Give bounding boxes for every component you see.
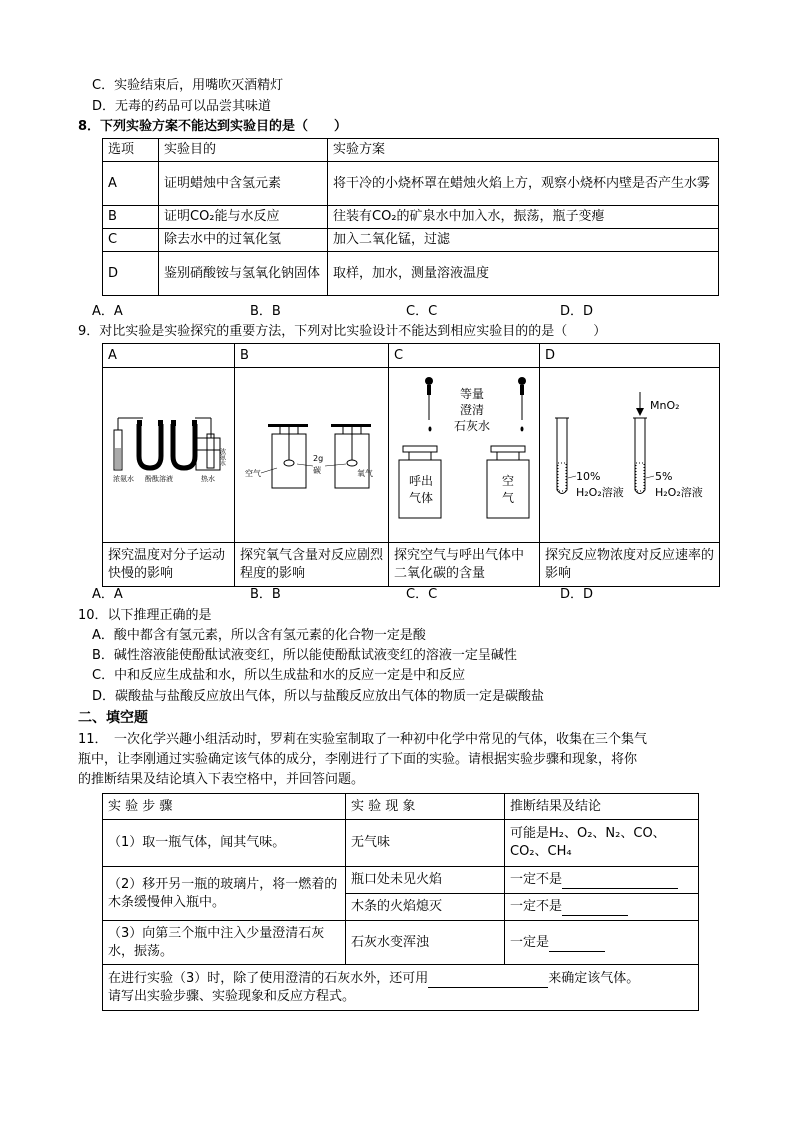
q8-header-plan: 实验方案 xyxy=(328,139,719,162)
q11-row2-result-2 xyxy=(505,894,699,921)
q9-answer-c: C．C xyxy=(406,587,438,602)
q11-header-step: 实 验 步 骤 xyxy=(103,794,346,820)
q8-row-goal: 除去水中的过氧化氢 xyxy=(159,229,328,252)
figure-c-diagram xyxy=(389,368,539,536)
figure-b-diagram xyxy=(235,368,388,536)
figure-b-label-2: 2g xyxy=(313,454,324,463)
q9-answer-d: D．D xyxy=(560,587,594,602)
figure-c-label-5: 气体 xyxy=(409,491,434,505)
q9-purpose-a: 探究温度对分子运动快慢的影响 xyxy=(103,543,235,587)
q9-answer-a: A．A xyxy=(92,587,123,602)
q8-row-goal: 鉴别硝酸铵与氢氧化钠固体 xyxy=(159,252,328,296)
q9-purpose-b: 探究氧气含量对反应剧烈程度的影响 xyxy=(235,543,389,587)
q11-footer-text-b: 来确定该气体。 xyxy=(548,970,640,986)
q9-col-b: B xyxy=(235,344,389,368)
q8-table xyxy=(102,138,719,296)
option-c-text: C．实验结束后，用嘴吹灭酒精灯 xyxy=(92,78,284,93)
q9-col-c: C xyxy=(389,344,540,368)
q11-stem-line-3: 的推断结果及结论填入下表空格中，并回答问题。 xyxy=(78,772,365,787)
q8-row-option: D xyxy=(103,252,159,296)
q11-row2-observation-1: 瓶口处未见火焰 xyxy=(346,867,505,894)
q11-row2-result-2-label: 一定不是 xyxy=(510,899,563,914)
figure-d-label-2: 10% xyxy=(576,470,601,483)
q11-row2-result-1 xyxy=(505,867,699,894)
figure-d-label-3: H₂O₂溶液 xyxy=(576,486,624,499)
q8-row-option: A xyxy=(103,162,159,206)
figure-c-label-6: 空 xyxy=(502,474,515,488)
figure-c-label-4: 呼出 xyxy=(409,474,434,488)
q11-row1-observation: 无气味 xyxy=(346,820,505,867)
q8-row-option: B xyxy=(103,206,159,229)
q11-stem-line-1: 11． 一次化学兴趣小组活动时，罗莉在实验室制取了一种初中化学中常见的气体，收集在三个集气 xyxy=(78,732,648,747)
q11-row3-observation: 石灰水变浑浊 xyxy=(346,921,505,965)
q9-purpose-c: 探究空气与呼出气体中二氧化碳的含量 xyxy=(389,543,540,587)
q8-header-option: 选项 xyxy=(103,139,159,162)
figure-c-label-7: 气 xyxy=(502,491,515,505)
q11-header-result: 推断结果及结论 xyxy=(505,794,699,820)
figure-b-label-4: 氧气 xyxy=(357,469,373,478)
q8-header-goal: 实验目的 xyxy=(159,139,328,162)
figure-c-label-3: 石灰水 xyxy=(454,419,491,433)
q10-option-d: D．碳酸盐与盐酸反应放出气体，所以与盐酸反应放出气体的物质一定是碳酸盐 xyxy=(92,689,545,704)
q8-row-goal: 证明CO₂能与水反应 xyxy=(159,206,328,229)
figure-d-label-4: 5% xyxy=(655,470,673,483)
q11-row3-result-label: 一定是 xyxy=(510,934,550,950)
figure-a-label-1: 浓氨水 xyxy=(113,475,134,483)
q9-figure-b xyxy=(235,368,389,543)
figure-c-label-1: 等量 xyxy=(460,387,485,401)
q11-footer-line-2: 请写出实验步骤、实验现象和反应方程式。 xyxy=(108,988,356,1004)
q10-option-a: A．酸中都含有氢元素，所以含有氢元素的化合物一定是酸 xyxy=(92,628,426,643)
figure-d-label-5: H₂O₂溶液 xyxy=(655,486,703,499)
answer-blank[interactable] xyxy=(549,937,605,952)
q8-answer-c: C．C xyxy=(406,304,438,319)
q10-option-c: C．中和反应生成盐和水，所以生成盐和水的反应一定是中和反应 xyxy=(92,668,466,683)
answer-blank[interactable] xyxy=(562,874,678,889)
q8-answer-d: D．D xyxy=(560,304,594,319)
q11-row1-step: （1）取一瓶气体，闻其气味。 xyxy=(103,820,346,867)
q9-stem: 9．对比实验是实验探究的重要方法，下列对比实验设计不能达到相应实验目的的是（ ） xyxy=(78,324,607,339)
figure-a-label-3: 浓氨水 xyxy=(218,448,226,466)
q11-row1-result-line-2: CO₂、CH₄ xyxy=(510,844,572,859)
q11-row2-result-1-label: 一定不是 xyxy=(510,872,563,887)
q9-col-d: D xyxy=(540,344,720,368)
q8-row-plan: 加入二氧化锰，过滤 xyxy=(328,229,719,252)
q11-footer-line-1 xyxy=(108,970,693,988)
q11-table xyxy=(102,793,699,1011)
q9-figure-a xyxy=(103,368,235,543)
figure-a-diagram xyxy=(103,368,234,536)
q11-header-observation: 实 验 现 象 xyxy=(346,794,505,820)
q8-answer-b: B．B xyxy=(250,304,281,319)
figure-a-label-4: 热水 xyxy=(201,475,215,483)
q9-table xyxy=(102,343,720,587)
figure-b-label-3: 碳 xyxy=(313,466,321,475)
q8-row-goal: 证明蜡烛中含氢元素 xyxy=(159,162,328,206)
answer-blank[interactable] xyxy=(428,973,548,988)
q8-row-plan: 往装有CO₂的矿泉水中加入水，振荡，瓶子变瘪 xyxy=(328,206,719,229)
figure-b-label-1: 空气 xyxy=(245,469,261,478)
q11-row3-step: （3）向第三个瓶中注入少量澄清石灰水，振荡。 xyxy=(103,921,346,965)
q8-row-option: C xyxy=(103,229,159,252)
q9-purpose-d: 探究反应物浓度对反应速率的影响 xyxy=(540,543,720,587)
q8-row-plan: 取样，加水，测量溶液温度 xyxy=(328,252,719,296)
option-d-text: D．无毒的药品可以品尝其味道 xyxy=(92,99,272,114)
figure-a-label-2: 酚酞溶液 xyxy=(145,475,173,483)
q11-row1-result xyxy=(505,820,699,867)
q9-figure-d xyxy=(540,368,720,543)
q8-stem: 8．下列实验方案不能达到实验目的是（ ） xyxy=(78,119,348,134)
section-title: 二、填空题 xyxy=(78,710,148,726)
q10-stem: 10．以下推理正确的是 xyxy=(78,608,212,623)
q11-stem-line-2: 瓶中，让李刚通过实验确定该气体的成分，李刚进行了下面的实验。请根据实验步骤和现象，将你 xyxy=(78,752,638,767)
q11-row3-result xyxy=(505,921,699,965)
q9-answer-b: B．B xyxy=(250,587,281,602)
figure-d-label-1: MnO₂ xyxy=(650,399,680,412)
q10-option-b: B．碱性溶液能使酚酞试液变红，所以能使酚酞试液变红的溶液一定呈碱性 xyxy=(92,648,517,663)
figure-c-label-2: 澄清 xyxy=(460,403,485,417)
q11-row2-observation-2: 木条的火焰熄灭 xyxy=(346,894,505,921)
figure-d-diagram xyxy=(540,368,718,536)
q9-figure-c xyxy=(389,368,540,543)
q8-answer-a: A．A xyxy=(92,304,123,319)
q11-row1-result-line-1: 可能是H₂、O₂、N₂、CO、 xyxy=(510,826,666,841)
q11-row2-step: （2）移开另一瓶的玻璃片，将一燃着的木条缓慢伸入瓶中。 xyxy=(103,867,346,921)
q8-row-plan: 将干冷的小烧杯罩在蜡烛火焰上方，观察小烧杯内壁是否产生水雾 xyxy=(328,162,719,206)
q9-col-a: A xyxy=(103,344,235,368)
q11-footer xyxy=(103,965,699,1011)
q11-footer-text-a: 在进行实验（3）时，除了使用澄清的石灰水外，还可用 xyxy=(108,970,429,986)
answer-blank[interactable] xyxy=(562,901,628,916)
